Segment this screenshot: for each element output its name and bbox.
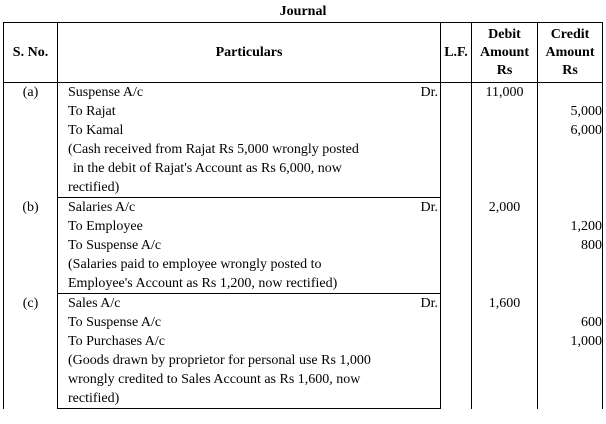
credit-account: To Rajat xyxy=(68,104,116,119)
entry-lf xyxy=(441,198,472,294)
debit-account: Salaries A/c xyxy=(68,200,136,215)
header-credit xyxy=(538,23,603,83)
credit-account: To Suspense A/c xyxy=(68,238,162,253)
header-row xyxy=(4,23,603,83)
entry-lf xyxy=(441,294,472,409)
entry-credit xyxy=(538,198,603,294)
debit-amount: 2,000 xyxy=(488,199,521,215)
header-particulars: Particulars xyxy=(58,23,441,83)
narration-line: wrongly credited to Sales Account as Rs 1,600, now xyxy=(68,372,361,387)
dr-marker: Dr. xyxy=(420,85,438,100)
header-debit-line-3: Rs xyxy=(496,62,513,78)
journal-table xyxy=(3,22,603,409)
narration-line: (Goods drawn by proprietor for personal use Rs 1,000 xyxy=(68,353,371,368)
entry-particulars xyxy=(58,83,441,198)
entry-sno: (b) xyxy=(4,198,58,294)
debit-account-line xyxy=(58,198,440,217)
credit-amount: 1,200 xyxy=(570,218,602,234)
header-credit-line-1: Credit xyxy=(550,26,590,42)
debit-amount: 1,600 xyxy=(488,295,521,311)
header-debit xyxy=(472,23,538,83)
credit-account: To Purchases A/c xyxy=(68,334,166,349)
entry-particulars xyxy=(58,198,441,294)
header-lf: L.F. xyxy=(441,23,472,83)
entry-credit xyxy=(538,294,603,409)
journal-entry-a xyxy=(4,83,603,198)
narration-line: in the debit of Rajat's Account as Rs 6,000, now xyxy=(73,161,342,176)
credit-amount: 6,000 xyxy=(570,123,602,138)
credit-amount: 800 xyxy=(581,237,602,253)
debit-account-line xyxy=(58,83,440,102)
debit-account: Suspense A/c xyxy=(68,85,144,100)
credit-amount: 5,000 xyxy=(570,104,602,119)
dr-marker: Dr. xyxy=(420,296,438,311)
credit-amount: 600 xyxy=(581,314,602,330)
entry-credit xyxy=(538,83,603,198)
entry-debit xyxy=(472,294,538,409)
narration-line: (Cash received from Rajat Rs 5,000 wrongly posted xyxy=(68,142,359,157)
debit-amount: 11,000 xyxy=(485,85,524,100)
entry-debit xyxy=(472,83,538,198)
header-sno: S. No. xyxy=(4,23,58,83)
entry-lf xyxy=(441,83,472,198)
debit-account-line xyxy=(58,294,440,313)
narration-line: (Salaries paid to employee wrongly posted to xyxy=(68,257,322,272)
narration-line: Employee's Account as Rs 1,200, now rectified) xyxy=(68,276,338,291)
entry-sno: (a) xyxy=(4,83,58,198)
credit-amount: 1,000 xyxy=(570,333,602,349)
dr-marker: Dr. xyxy=(420,200,438,215)
credit-account: To Kamal xyxy=(68,123,124,138)
header-credit-line-2: Amount xyxy=(545,44,595,60)
header-credit-line-3: Rs xyxy=(562,62,578,78)
credit-account: To Employee xyxy=(68,219,143,234)
header-debit-line-2: Amount xyxy=(479,44,529,60)
narration-line: rectified) xyxy=(68,391,120,406)
entry-sno: (c) xyxy=(4,294,58,409)
entry-debit xyxy=(472,198,538,294)
entry-particulars xyxy=(58,294,441,409)
journal-title: Journal xyxy=(279,4,327,19)
journal-entry-c xyxy=(4,294,603,409)
debit-account: Sales A/c xyxy=(68,296,121,311)
header-debit-line-1: Debit xyxy=(488,26,521,42)
narration-line: rectified) xyxy=(68,180,120,195)
journal-entry-b xyxy=(4,198,603,294)
credit-account: To Suspense A/c xyxy=(68,315,162,330)
